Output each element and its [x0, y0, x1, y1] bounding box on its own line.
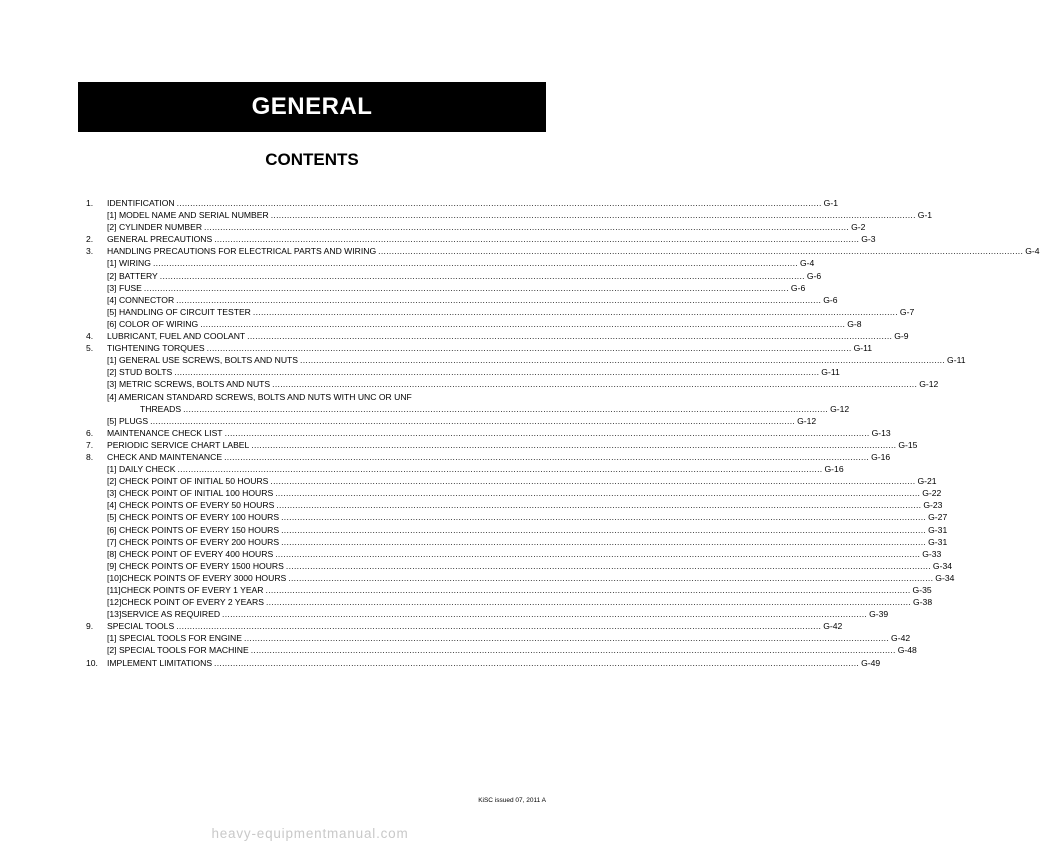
table-of-contents [86, 197, 1040, 669]
toc-entry[interactable] [86, 378, 939, 390]
toc-leader-dots [300, 354, 945, 366]
toc-leader-dots [200, 318, 845, 330]
toc-leader-dots [224, 451, 869, 463]
toc-leader-dots [153, 257, 798, 269]
toc-entry-label: HANDLING PRECAUTIONS FOR ELECTRICAL PARTS AND WIRING [107, 246, 377, 257]
toc-leader-dots [281, 536, 926, 548]
toc-entry[interactable] [86, 221, 866, 233]
toc-entry-number: 4. [86, 331, 94, 342]
toc-entry-page: G-34 [935, 572, 955, 583]
toc-leader-dots [281, 524, 926, 536]
toc-leader-dots [225, 427, 870, 439]
toc-entry-label: IMPLEMENT LIMITATIONS [107, 657, 213, 668]
toc-entry-page: G-31 [928, 536, 948, 547]
toc-entry[interactable] [86, 318, 862, 330]
toc-entry-page: G-48 [897, 645, 917, 656]
toc-entry-label: [1] WIRING [107, 258, 151, 269]
toc-entry-page: G-16 [824, 464, 844, 475]
toc-entry-page: G-33 [922, 548, 942, 559]
toc-entry[interactable] [86, 282, 806, 294]
toc-entry-label: [12]CHECK POINT OF EVERY 2 YEARS [107, 597, 264, 608]
toc-entry-label: [8] CHECK POINT OF EVERY 400 HOURS [107, 548, 274, 559]
toc-entry-label: [5] HANDLING OF CIRCUIT TESTER [107, 306, 251, 317]
toc-entry-label: [6] CHECK POINTS OF EVERY 150 HOURS [107, 524, 280, 535]
toc-leader-dots [272, 378, 917, 390]
toc-entry-label: [2] STUD BOLTS [107, 367, 173, 378]
toc-leader-dots [266, 596, 911, 608]
toc-entry-label: [2] CHECK POINT OF INITIAL 50 HOURS [107, 476, 269, 487]
toc-entry-label: [3] METRIC SCREWS, BOLTS AND NUTS [107, 379, 271, 390]
toc-entry-page: G-12 [830, 403, 850, 414]
toc-entry-label: [3] CHECK POINT OF INITIAL 100 HOURS [107, 488, 274, 499]
toc-entry[interactable] [86, 294, 838, 306]
toc-leader-dots [150, 415, 795, 427]
toc-entry-page: G-42 [891, 633, 911, 644]
toc-leader-dots [176, 620, 821, 632]
toc-leader-dots [266, 584, 911, 596]
toc-entry[interactable] [86, 475, 937, 487]
toc-leader-dots [207, 342, 852, 354]
toc-entry-page: G-16 [871, 451, 891, 462]
toc-entry[interactable] [86, 572, 955, 584]
toc-entry[interactable] [86, 330, 909, 342]
toc-entry-page: G-8 [847, 318, 862, 329]
toc-entry[interactable] [86, 632, 911, 644]
toc-leader-dots [276, 499, 921, 511]
toc-entry-label: [4] CONNECTOR [107, 294, 175, 305]
toc-entry[interactable] [86, 306, 915, 318]
toc-leader-dots [251, 644, 896, 656]
toc-entry-page: G-6 [790, 282, 806, 293]
toc-entry[interactable] [86, 644, 917, 656]
toc-entry-page: G-49 [861, 657, 881, 668]
toc-entry-label: [9] CHECK POINTS OF EVERY 1500 HOURS [107, 560, 284, 571]
toc-entry-number: 9. [86, 621, 94, 632]
toc-entry[interactable] [86, 608, 889, 620]
toc-leader-dots [176, 294, 821, 306]
watermark: heavy-equipmentmanual.com [211, 826, 409, 841]
toc-entry[interactable] [86, 354, 966, 366]
toc-entry-label: [4] AMERICAN STANDARD SCREWS, BOLTS AND NUTS WITH UNC OR UNF [107, 391, 412, 402]
toc-entry-label: PERIODIC SERVICE CHART LABEL [107, 439, 250, 450]
toc-leader-dots [183, 403, 828, 415]
toc-leader-dots [222, 608, 867, 620]
toc-entry[interactable] [86, 209, 933, 221]
toc-entry-number: 1. [86, 198, 94, 208]
toc-entry-label: [13]SERVICE AS REQUIRED [107, 609, 221, 620]
toc-entry-page: G-1 [917, 210, 933, 221]
toc-leader-dots [275, 548, 920, 560]
section-title: GENERAL [251, 93, 373, 120]
toc-entry-page: G-23 [923, 500, 943, 511]
toc-entry-page: G-4 [1025, 246, 1040, 257]
toc-leader-dots [275, 487, 920, 499]
toc-entry-page: G-22 [922, 488, 942, 499]
toc-entry-number: 7. [86, 439, 94, 450]
toc-entry-page: G-4 [799, 258, 815, 269]
toc-entry-label: SPECIAL TOOLS [107, 621, 175, 632]
toc-entry-page: G-11 [821, 367, 840, 378]
toc-entry-page: G-7 [899, 306, 915, 317]
toc-leader-dots [204, 221, 849, 233]
toc-entry[interactable] [86, 560, 953, 572]
toc-entry-label: MAINTENANCE CHECK LIST [107, 427, 223, 438]
toc-entry-label: [5] PLUGS [107, 415, 149, 426]
toc-entry[interactable] [86, 245, 1040, 257]
toc-entry-label: GENERAL PRECAUTIONS [107, 234, 213, 245]
toc-entry-label: [4] CHECK POINTS OF EVERY 50 HOURS [107, 500, 275, 511]
toc-leader-dots [244, 632, 889, 644]
toc-entry-label: TIGHTENING TORQUES [107, 343, 205, 354]
toc-entry-page: G-38 [913, 597, 933, 608]
toc-entry-label: [10]CHECK POINTS OF EVERY 3000 HOURS [107, 572, 287, 583]
toc-entry-page: G-11 [947, 355, 966, 366]
toc-entry[interactable] [86, 427, 891, 439]
toc-entry-label: THREADS [140, 403, 182, 414]
toc-entry[interactable] [86, 463, 844, 475]
contents-heading: CONTENTS [265, 150, 359, 169]
toc-leader-dots [174, 366, 819, 378]
toc-entry[interactable] [86, 657, 881, 669]
toc-entry[interactable] [86, 620, 843, 632]
toc-entry-label: CHECK AND MAINTENANCE [107, 451, 223, 462]
toc-entry[interactable] [86, 511, 948, 523]
toc-entry[interactable] [86, 584, 932, 596]
toc-entry[interactable] [86, 548, 942, 560]
toc-leader-dots [214, 657, 859, 669]
toc-leader-dots [247, 330, 892, 342]
toc-leader-dots [251, 439, 896, 451]
toc-entry-label: [1] MODEL NAME AND SERIAL NUMBER [107, 210, 269, 221]
toc-leader-dots [286, 560, 931, 572]
toc-entry[interactable] [86, 439, 918, 451]
toc-entry-label: [6] COLOR OF WIRING [107, 318, 199, 329]
toc-entry[interactable] [86, 524, 948, 536]
toc-leader-dots [177, 463, 822, 475]
toc-leader-dots [271, 209, 916, 221]
toc-entry-page: G-39 [869, 609, 889, 620]
toc-leader-dots [281, 511, 926, 523]
toc-leader-dots [214, 233, 859, 245]
toc-entry-page: G-6 [823, 294, 838, 305]
toc-entry-label: [3] FUSE [107, 282, 142, 293]
toc-entry-page: G-12 [797, 415, 817, 426]
toc-entry[interactable] [86, 403, 850, 415]
toc-entry-label: [1] GENERAL USE SCREWS, BOLTS AND NUTS [107, 355, 299, 366]
toc-entry-label: [7] CHECK POINTS OF EVERY 200 HOURS [107, 536, 280, 547]
toc-entry-label: LUBRICANT, FUEL AND COOLANT [107, 331, 246, 342]
toc-entry-label: IDENTIFICATION [107, 198, 175, 208]
toc-entry-page: G-1 [823, 198, 838, 208]
toc-entry[interactable] [86, 197, 838, 209]
toc-entry-page: G-11 [853, 343, 873, 354]
toc-entry-page: G-2 [851, 222, 866, 233]
toc-entry[interactable] [86, 257, 815, 269]
toc-entry[interactable] [86, 451, 891, 463]
toc-entry-page: G-15 [898, 439, 918, 450]
toc-entry[interactable] [86, 536, 948, 548]
toc-leader-dots [288, 572, 933, 584]
toc-entry[interactable] [86, 270, 822, 282]
issue-note: KiSC issued 07, 2011 A [478, 797, 546, 804]
toc-entry-number: 2. [86, 234, 94, 245]
toc-entry-label: [1] DAILY CHECK [107, 464, 176, 475]
toc-entry-page: G-21 [917, 476, 937, 487]
toc-leader-dots [253, 306, 898, 318]
toc-entry-label: [2] BATTERY [107, 270, 158, 281]
toc-entry-number: 6. [86, 427, 94, 438]
toc-leader-dots [177, 197, 822, 209]
toc-entry-page: G-12 [919, 379, 939, 390]
toc-entry[interactable] [86, 487, 942, 499]
toc-entry-label: [11]CHECK POINTS OF EVERY 1 YEAR [107, 585, 264, 595]
toc-entry-page: G-6 [806, 270, 822, 281]
toc-entry[interactable] [86, 596, 933, 608]
toc-entry[interactable] [86, 233, 876, 245]
toc-entry-label: [2] CYLINDER NUMBER [107, 222, 203, 233]
toc-entry-label: [5] CHECK POINTS OF EVERY 100 HOURS [107, 512, 280, 523]
toc-entry-page: G-9 [894, 331, 909, 342]
toc-entry-page: G-27 [928, 512, 948, 523]
toc-entry-page: G-35 [912, 585, 932, 595]
toc-entry-page: G-3 [861, 234, 876, 245]
toc-leader-dots [378, 245, 1023, 257]
toc-leader-dots [160, 270, 805, 282]
toc-entry-number: 8. [86, 451, 94, 462]
toc-entry-number: 10. [86, 657, 98, 668]
section-title-banner [78, 82, 546, 132]
toc-entry-label: [2] SPECIAL TOOLS FOR MACHINE [107, 645, 249, 656]
toc-entry-label: [1] SPECIAL TOOLS FOR ENGINE [107, 633, 242, 644]
toc-entry[interactable] [86, 499, 943, 511]
toc-entry-page: G-31 [928, 524, 948, 535]
toc-entry[interactable] [86, 415, 817, 427]
toc-entry-page: G-42 [823, 621, 843, 632]
toc-entry[interactable] [86, 391, 543, 403]
toc-entry-number: 3. [86, 246, 94, 257]
toc-entry-page: G-13 [871, 427, 891, 438]
toc-leader-dots [144, 282, 789, 294]
toc-entry-page: G-34 [932, 560, 953, 571]
toc-entry[interactable] [86, 342, 873, 354]
toc-entry-number: 5. [86, 343, 94, 354]
toc-entry[interactable] [86, 366, 840, 378]
toc-leader-dots [270, 475, 915, 487]
